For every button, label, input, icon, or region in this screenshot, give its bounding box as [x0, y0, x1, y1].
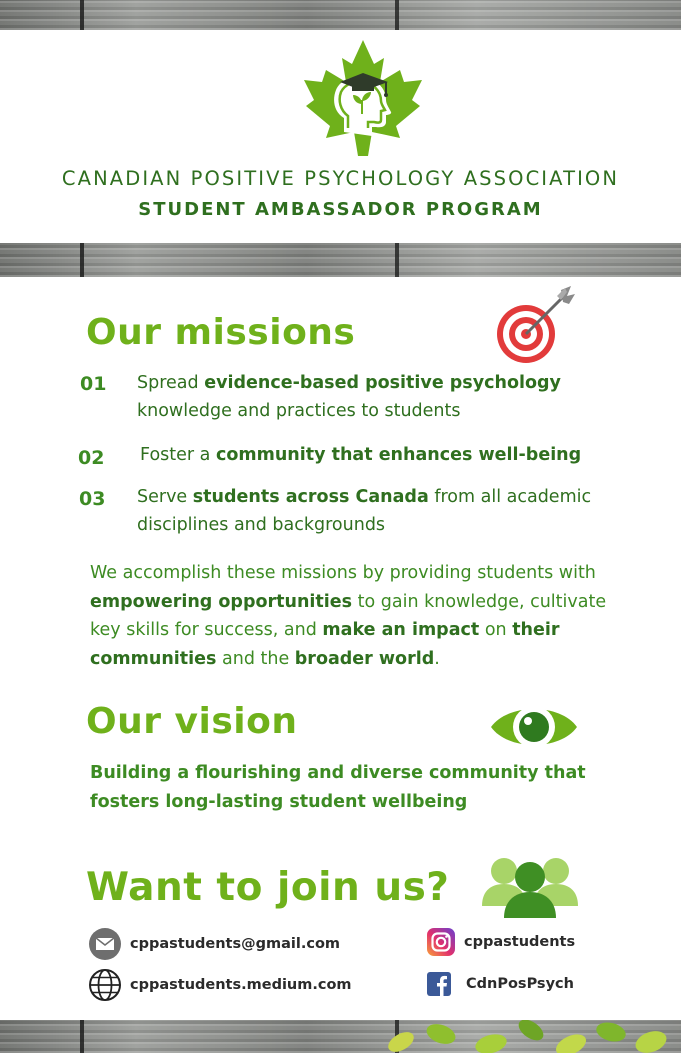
- wood-texture-middle: [0, 243, 681, 277]
- eye-icon: [488, 699, 580, 755]
- wood-texture-bottom: [0, 1020, 681, 1053]
- maple-leaf-head-logo: [300, 38, 426, 156]
- missions-summary: We accomplish these missions by providing students with empowering opportunities to gain knowledge, cultivate key skills for success, and make an impact on their communities and the broader world.: [90, 563, 607, 669]
- globe-icon: [88, 968, 122, 1002]
- instagram-icon: [426, 927, 456, 957]
- mission-text-3: Serve students across Canada from all academic disciplines and backgrounds: [137, 487, 592, 535]
- mission-text-2: Foster a community that enhances well-being: [140, 445, 582, 465]
- program-name: STUDENT AMBASSADOR PROGRAM: [138, 199, 543, 220]
- contact-website[interactable]: [88, 968, 352, 1002]
- main-panel: [0, 277, 681, 1020]
- facebook-handle[interactable]: CdnPosPsych: [466, 976, 574, 992]
- leaves-decoration: [381, 1020, 681, 1053]
- target-icon: [493, 282, 583, 372]
- wood-texture-top: [0, 0, 681, 30]
- join-title: Want to join us?: [86, 865, 450, 910]
- vision-statement: Building a flourishing and diverse community that fosters long-lasting student wellbeing: [90, 763, 586, 812]
- facebook-icon: [426, 971, 452, 997]
- header-panel: [0, 30, 681, 243]
- contact-email[interactable]: [88, 927, 340, 961]
- mission-number-1: 01: [80, 373, 107, 395]
- mission-number-2: 02: [78, 447, 105, 469]
- contact-facebook[interactable]: [426, 971, 574, 997]
- people-icon: [480, 854, 580, 920]
- instagram-handle[interactable]: cppastudents: [464, 934, 576, 950]
- organization-name: CANADIAN POSITIVE PSYCHOLOGY ASSOCIATION: [61, 167, 620, 190]
- mission-number-3: 03: [79, 488, 106, 510]
- mail-icon: [88, 927, 122, 961]
- website-address[interactable]: cppastudents.medium.com: [130, 977, 352, 993]
- vision-title: Our vision: [86, 701, 298, 742]
- contact-instagram[interactable]: [426, 927, 575, 957]
- missions-title: Our missions: [86, 312, 356, 353]
- email-address[interactable]: cppastudents@gmail.com: [130, 936, 341, 952]
- mission-text-1: Spread evidence-based positive psychology knowledge and practices to students: [137, 373, 561, 421]
